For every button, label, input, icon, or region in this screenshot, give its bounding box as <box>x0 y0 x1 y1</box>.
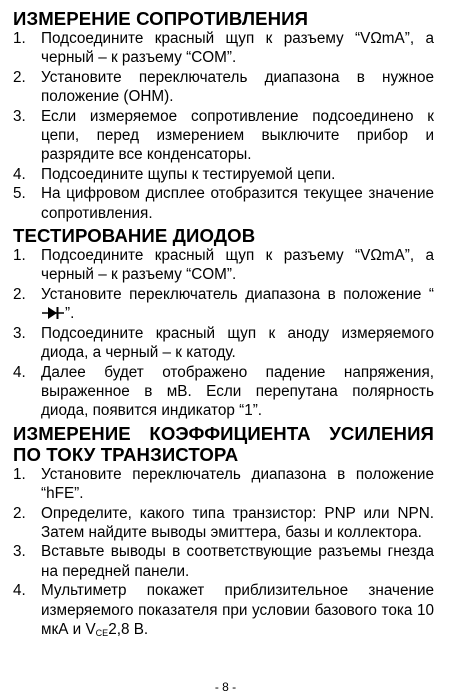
list-item: 1. Подсоедините красный щуп к разъему “VΩmA”, а черный – к разъему “COM”. <box>13 30 434 67</box>
list-item: 4. Мультиметр покажет приблизительное значение измеряемого показателя при условии базового тока 10 мкА и $V_{CE}2,8$ В. <box>13 582 434 638</box>
list-item: 2. Установите переключатель диапазона в положение “”. <box>13 285 434 323</box>
document-page <box>13 8 434 639</box>
list-item: 5. На цифровом дисплее отобразится текущее значение сопротивления. <box>13 185 434 222</box>
list-item: 1. Установите переключатель диапазона в положение “hFE”. <box>13 465 434 503</box>
section-title-resistance: ИЗМЕРЕНИЕ СОПРОТИВЛЕНИЯ <box>13 8 309 29</box>
list-item: 2. Установите переключатель диапазона в нужное положение (OHM). <box>13 68 434 106</box>
list-item: 1. Подсоедините красный щуп к разъему “VΩmA”, а черный – к разъему “COM”. <box>13 247 434 284</box>
section-title-transistor-gain: ИЗМЕРЕНИЕ КОЭФФИЦИЕНТА УСИЛЕНИЯ ПО ТОКУ ТРАНЗИСТОРА <box>13 422 434 465</box>
section-title-diodes: ТЕСТИРОВАНИЕ ДИОДОВ <box>13 225 256 247</box>
list-item: 3. Вставьте выводы в соответствующие разъемы гнезда на передней панели. <box>13 543 434 580</box>
diode-symbol-icon <box>42 305 64 321</box>
transistor-steps <box>13 465 434 640</box>
list-item: 3. Подсоедините красный щуп к аноду измеряемого диода, а черный – к катоду. <box>13 324 434 362</box>
diode-steps <box>13 246 434 421</box>
page-number: - 8 - <box>214 680 237 694</box>
list-item: 4. Далее будет отображено падение напряжения, выраженное в мВ. Если перепутана полярность диода, появится индикатор “1”. <box>13 363 434 420</box>
list-item-text: Мультиметр покажет приблизительное значение измеряемого показателя при условии базового тока 10 мкА и $V_{CE}2,8$ В. <box>41 582 434 638</box>
list-item-text: Установите переключатель диапазона в положение “”. <box>41 285 434 323</box>
list-item: 3. Если измеряемое сопротивление подсоединено к цепи, перед измерением выключите прибор и разрядите все конденсаторы. <box>13 107 434 164</box>
list-item: 2. Определите, какого типа транзистор: PNP или NPN. Затем найдите выводы эмиттера, базы и коллектора. <box>13 504 434 541</box>
list-item: 4. Подсоедините щупы к тестируемой цепи. <box>13 165 336 183</box>
resistance-steps <box>13 29 434 223</box>
